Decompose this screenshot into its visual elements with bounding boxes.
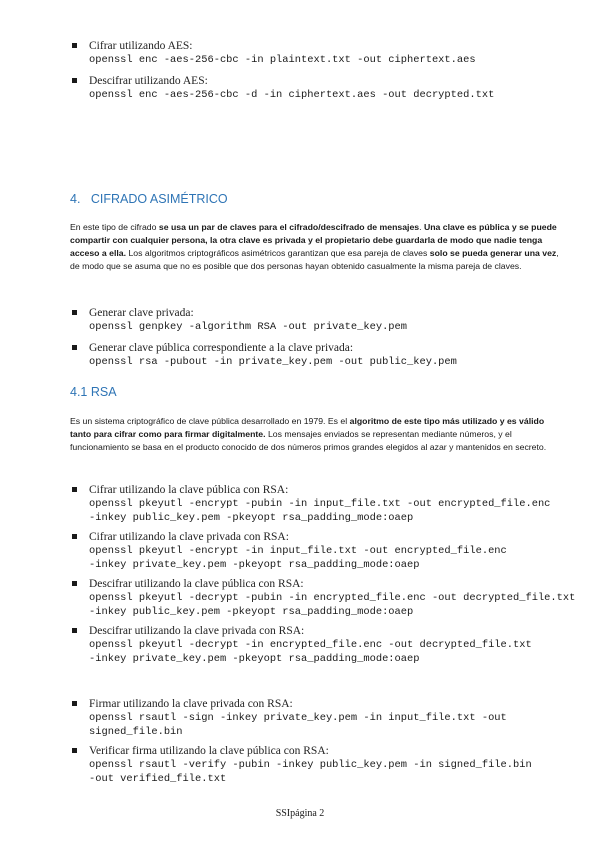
bullet-icon (72, 581, 77, 586)
text-run: Los algoritmos criptográficos asimétricos garantizan que esa pareja de claves (126, 247, 430, 258)
bullet-icon (72, 310, 77, 315)
keygen-command-list (72, 306, 457, 369)
page-footer: SSIpágina 2 (275, 808, 325, 819)
list-item (72, 306, 457, 334)
command-code: openssl enc -aes-256-cbc -in plaintext.txt -out ciphertext.aes (89, 54, 476, 66)
item-title: Cifrar utilizando la clave privada con RSA: (89, 531, 289, 543)
text-run: , de modo que se asuma que no es posible que dos personas hayan obtenido casualmente la misma pareja de claves. (70, 247, 559, 271)
list-item (72, 577, 575, 619)
text-run-bold: Una clave es pública y se puede compartir con cualquier persona, la otra clave es privada y el propietario debe guardarla de modo que nadie tenga acceso a ella. (70, 222, 557, 258)
item-title: Descifrar utilizando AES: (89, 75, 208, 87)
item-title: Firmar utilizando la clave privada con RSA: (89, 698, 293, 710)
text-run: En este tipo de cifrado (70, 222, 159, 232)
list-item (72, 744, 532, 786)
command-code: openssl rsautl -verify -pubin -inkey public_key.pem -in signed_file.bin -out verified_file.txt (89, 759, 532, 785)
command-code: openssl pkeyutl -encrypt -pubin -in input_file.txt -out encrypted_file.enc -inkey public_key.pem -pkeyopt rsa_padding_mode:oaep (89, 498, 551, 524)
bullet-icon (72, 701, 77, 706)
bullet-icon (72, 534, 77, 539)
list-item (72, 530, 575, 572)
item-title: Descifrar utilizando la clave pública con RSA: (89, 578, 304, 590)
text-run-bold: se usa un par de claves para el cifrado/descifrado de mensajes (158, 222, 420, 232)
section-paragraph (70, 221, 564, 273)
rsa-sign-list (72, 697, 532, 786)
list-item (72, 483, 575, 525)
rsa-cipher-list (72, 483, 575, 666)
item-title: Cifrar utilizando AES: (89, 40, 193, 52)
text-run-bold: solo se pueda generar una vez (429, 247, 557, 258)
aes-command-list (72, 39, 494, 102)
text-run: Es un sistema criptográfico de clave pública desarrollado en 1979. Es el (70, 416, 350, 426)
bullet-icon (72, 78, 77, 83)
command-code: openssl pkeyutl -encrypt -in input_file.txt -out encrypted_file.enc -inkey private_key.pem -pkeyopt rsa_padding_mode:oaep (89, 545, 507, 571)
list-item (72, 39, 494, 67)
rsa-paragraph (70, 415, 564, 454)
text-run: . (419, 222, 424, 232)
bullet-icon (72, 628, 77, 633)
bullet-icon (72, 487, 77, 492)
command-code: openssl pkeyutl -decrypt -in encrypted_file.enc -out decrypted_file.txt -inkey private_key.pem -pkeyopt rsa_padding_mode:oaep (89, 639, 532, 665)
item-title: Generar clave pública correspondiente a la clave privada: (89, 342, 354, 354)
command-code: openssl rsa -pubout -in private_key.pem -out public_key.pem (89, 356, 457, 368)
command-code: openssl pkeyutl -decrypt -pubin -in encrypted_file.enc -out decrypted_file.txt -inkey public_key.pem -pkeyopt rsa_padding_mode:oaep (89, 592, 576, 618)
list-item (72, 74, 494, 102)
command-code: openssl enc -aes-256-cbc -d -in ciphertext.aes -out decrypted.txt (89, 89, 495, 101)
item-title: Verificar firma utilizando la clave pública con RSA: (89, 745, 329, 757)
list-item (72, 697, 532, 739)
list-item (72, 624, 575, 666)
command-code: openssl rsautl -sign -inkey private_key.pem -in input_file.txt -out signed_file.bin (89, 712, 507, 738)
item-title: Descifrar utilizando la clave privada con RSA: (89, 625, 305, 637)
bullet-icon (72, 748, 77, 753)
text-run-bold: algoritmo de este tipo más utilizado y es válido tanto para cifrar como para firmar digitalmente. (70, 416, 545, 439)
bullet-icon (72, 43, 77, 48)
bullet-icon (72, 345, 77, 350)
section-heading-asymmetric: 4. CIFRADO ASIMÉTRICO (70, 192, 228, 206)
item-title: Cifrar utilizando la clave pública con RSA: (89, 484, 289, 496)
text-run: Los mensajes enviados se representan mediante números, y el funcionamiento se basa en el producto conocido de dos números primos grandes elegidos al azar y mantenidos en secreto. (70, 428, 547, 452)
item-title: Generar clave privada: (89, 307, 194, 319)
section-heading-rsa: 4.1 RSA (70, 385, 117, 399)
command-code: openssl genpkey -algorithm RSA -out private_key.pem (89, 321, 408, 333)
list-item (72, 341, 457, 369)
